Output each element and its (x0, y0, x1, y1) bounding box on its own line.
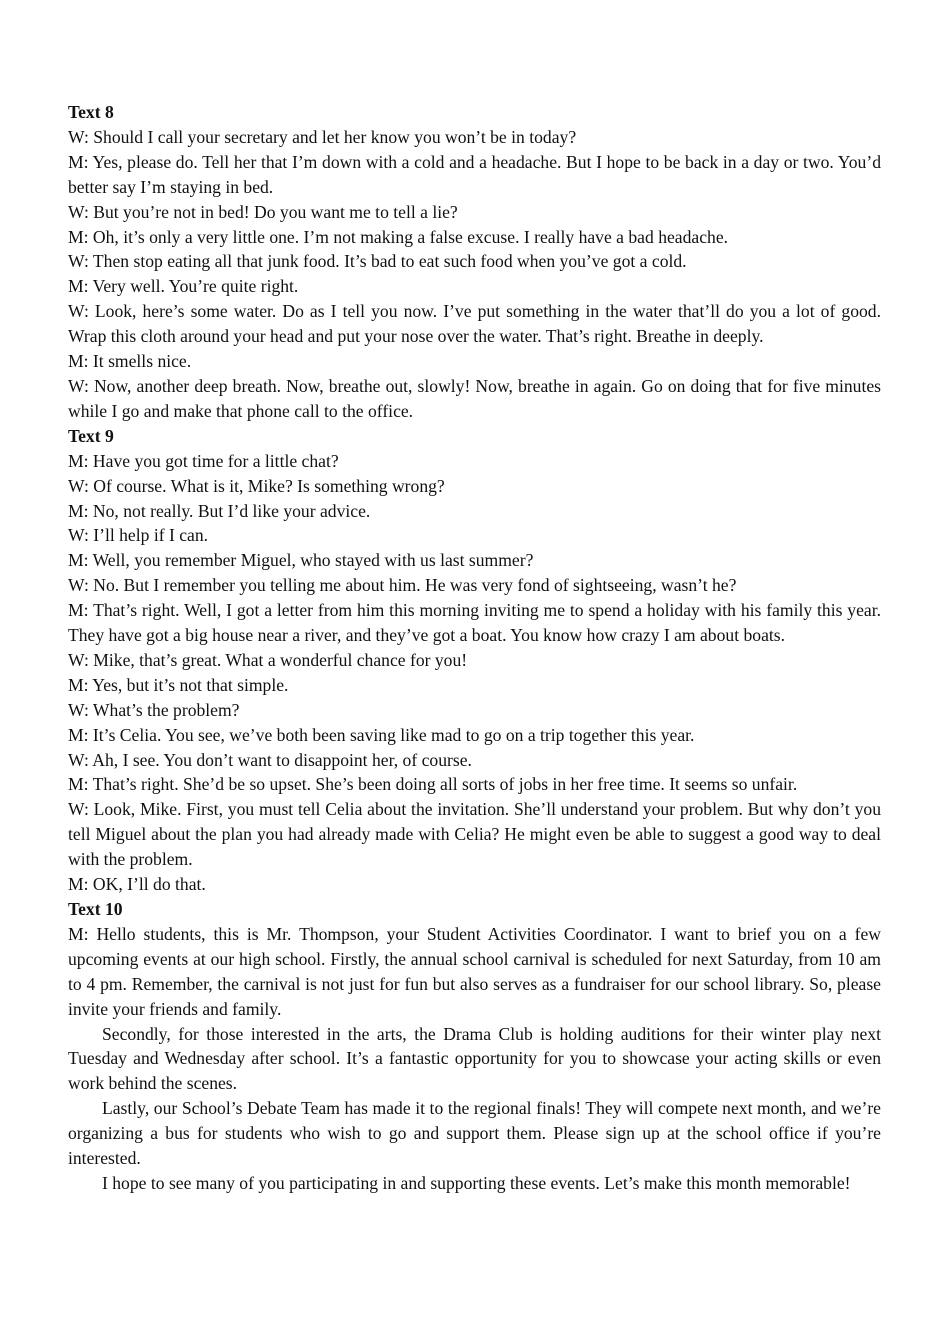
dialogue-line: W: Ah, I see. You don’t want to disappoint her, of course. (68, 749, 472, 770)
dialogue-line: M: No, not really. But I’d like your advice. (68, 500, 371, 521)
dialogue-line: M: Yes, please do. Tell her that I’m down with a cold and a headache. But I hope to be back in a day or two. You’d better say I’m staying in bed. (68, 151, 881, 197)
dialogue-line: M: OK, I’ll do that. (68, 874, 206, 895)
text-10-section (68, 897, 881, 1196)
dialogue-line: M: It’s Celia. You see, we’ve both been saving like mad to go on a trip together this year. (68, 724, 695, 745)
dialogue-line: M: Have you got time for a little chat? (68, 450, 339, 471)
dialogue-line: M: Very well. You’re quite right. (68, 276, 299, 297)
dialogue-line: W: What’s the problem? (68, 699, 240, 720)
dialogue-line: M: Well, you remember Miguel, who stayed with us last summer? (68, 550, 534, 571)
dialogue-line: M: That’s right. Well, I got a letter from him this morning inviting me to spend a holiday with his family this year. They have got a big house near a river, and they’ve got a boat. You know how crazy I am about boats. (68, 600, 881, 646)
dialogue-line: W: Mike, that’s great. What a wonderful chance for you! (68, 649, 468, 670)
dialogue-line: W: I’ll help if I can. (68, 525, 209, 546)
monologue-paragraph: Lastly, our School’s Debate Team has made it to the regional finals! They will compete next month, and we’re organizing a bus for students who wish to go and support them. Please sign up at the school office if you’re interested. (68, 1098, 881, 1169)
dialogue-line: W: Look, here’s some water. Do as I tell you now. I’ve put something in the water that’ll do you a lot of good. Wrap this cloth around your head and put your nose over the water. That’s right. Breathe in deeply. (68, 301, 881, 347)
monologue-paragraph: I hope to see many of you participating in and supporting these events. Let’s make this month memorable! (102, 1172, 851, 1193)
text-8-title: Text 8 (68, 102, 114, 122)
dialogue-line: W: Now, another deep breath. Now, breathe out, slowly! Now, breathe in again. Go on doing that for five minutes while I go and make that phone call to the office. (68, 375, 881, 421)
dialogue-line: W: Of course. What is it, Mike? Is something wrong? (68, 475, 445, 496)
dialogue-line: M: That’s right. She’d be so upset. She’s been doing all sorts of jobs in her free time. It seems so unfair. (68, 774, 798, 795)
text-9-section (68, 424, 881, 897)
text-9-title: Text 9 (68, 425, 114, 446)
dialogue-line: W: No. But I remember you telling me about him. He was very fond of sightseeing, wasn’t he? (68, 575, 737, 596)
dialogue-line: W: Look, Mike. First, you must tell Celia about the invitation. She’ll understand your problem. But why don’t you tell Miguel about the plan you had already made with Celia? He might even be able to suggest a good way to deal with the problem. (68, 799, 881, 870)
dialogue-line: W: Should I call your secretary and let her know you won’t be in today? (68, 126, 577, 147)
dialogue-line: W: Then stop eating all that junk food. It’s bad to eat such food when you’ve got a cold. (68, 251, 687, 272)
text-8-section (68, 100, 881, 424)
dialogue-line: M: Yes, but it’s not that simple. (68, 674, 289, 695)
monologue-paragraph: Secondly, for those interested in the arts, the Drama Club is holding auditions for their winter play next Tuesday and Wednesday after school. It’s a fantastic opportunity for you to showcase your acting skills or even work behind the scenes. (68, 1023, 881, 1094)
dialogue-line: M: Oh, it’s only a very little one. I’m not making a false excuse. I really have a bad headache. (68, 226, 729, 247)
text-10-title: Text 10 (68, 899, 123, 919)
document-page (68, 100, 881, 1196)
monologue-intro: M: Hello students, this is Mr. Thompson, your Student Activities Coordinator. I want to brief you on a few upcoming events at our high school. Firstly, the annual school carnival is scheduled for next Saturday, from 10 am to 4 pm. Remember, the carnival is not just for fun but also serves as a fundraiser for our school library. So, please invite your friends and family. (68, 923, 881, 1019)
dialogue-line: W: But you’re not in bed! Do you want me to tell a lie? (68, 201, 458, 222)
dialogue-line: M: It smells nice. (68, 351, 192, 372)
